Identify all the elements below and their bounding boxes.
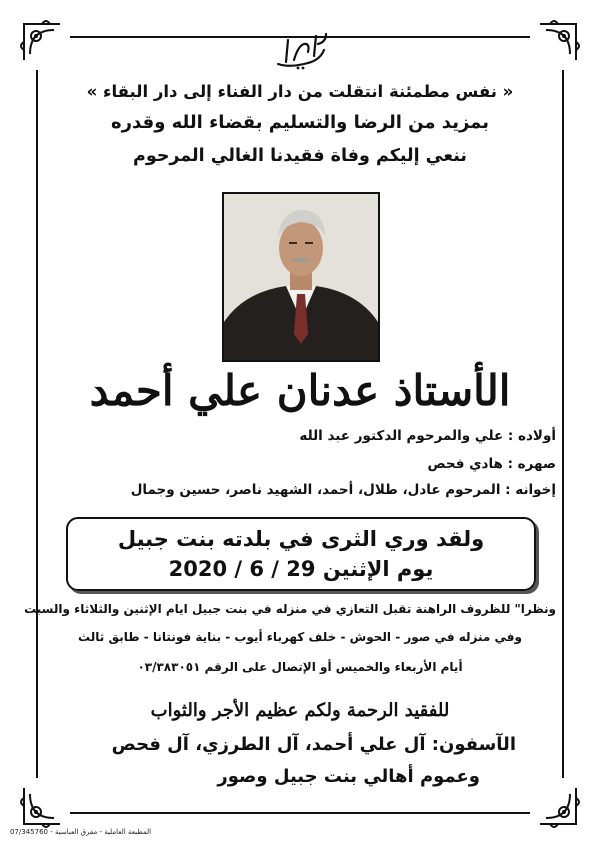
family-siblings: إخوانه : المرحوم عادل، طلال، أحمد، الشهيد ناصر، حسين وجمال: [130, 482, 556, 498]
deceased-name: الأستاذ عدنان علي أحمد: [89, 366, 511, 415]
printer-credit: المطبعة العاملية - مفرق العباسية - 07/345760: [10, 828, 152, 836]
intro-acceptance-line: بمزيد من الرضا والتسليم بقضاء الله وقدره: [111, 112, 489, 133]
deceased-portrait-photo: [222, 192, 380, 362]
bismihi-taala-calligraphy: [268, 30, 332, 72]
corner-ornament-top-right: [532, 16, 584, 68]
burial-date: يوم الإثنين 29 / 6 / 2020: [168, 557, 434, 581]
condolence-phone-line: أيام الأربعاء والخميس أو الإتصال على الرقم ٠٣/٣٨٣٠٥١: [137, 660, 463, 674]
intro-verse: « نفس مطمئنة انتقلت من دار الفناء إلى دار البقاء »: [86, 82, 514, 101]
frame-left-line: [36, 70, 38, 778]
family-children: أولاده : علي والمرحوم الدكتور عبد الله: [299, 428, 556, 444]
intro-announcement-line: ننعي إليكم وفاة فقيدنا الغالي المرحوم: [133, 146, 467, 166]
family-son-in-law: صهره : هادي فحص: [427, 456, 556, 472]
mourners-families: الآسفون: آل علي أحمد، آل الطرزي، آل فحص: [111, 734, 516, 755]
corner-ornament-bottom-left: [16, 780, 68, 832]
frame-bottom-line: [70, 812, 530, 814]
burial-info-box: [66, 517, 536, 591]
corner-ornament-bottom-right: [532, 780, 584, 832]
burial-place: ولقد وري الثرى في بلدته بنت جبيل: [117, 527, 485, 551]
mourners-towns: وعموم أهالي بنت جبيل وصور: [217, 766, 480, 787]
condolence-address-line: وفي منزله في صور - الحوش - خلف كهرباء أيوب - بناية فونتانا - طابق ثالث: [78, 630, 522, 644]
corner-ornament-top-left: [16, 16, 68, 68]
closing-prayer: للفقيد الرحمة ولكم عظيم الأجر والثواب: [150, 700, 450, 721]
frame-right-line: [562, 70, 564, 778]
condolence-info-line: ونظرا" للظروف الراهنة تقبل التعازي في منزله في بنت جبيل ايام الإثنين والثلاثاء والسبت: [24, 602, 556, 616]
